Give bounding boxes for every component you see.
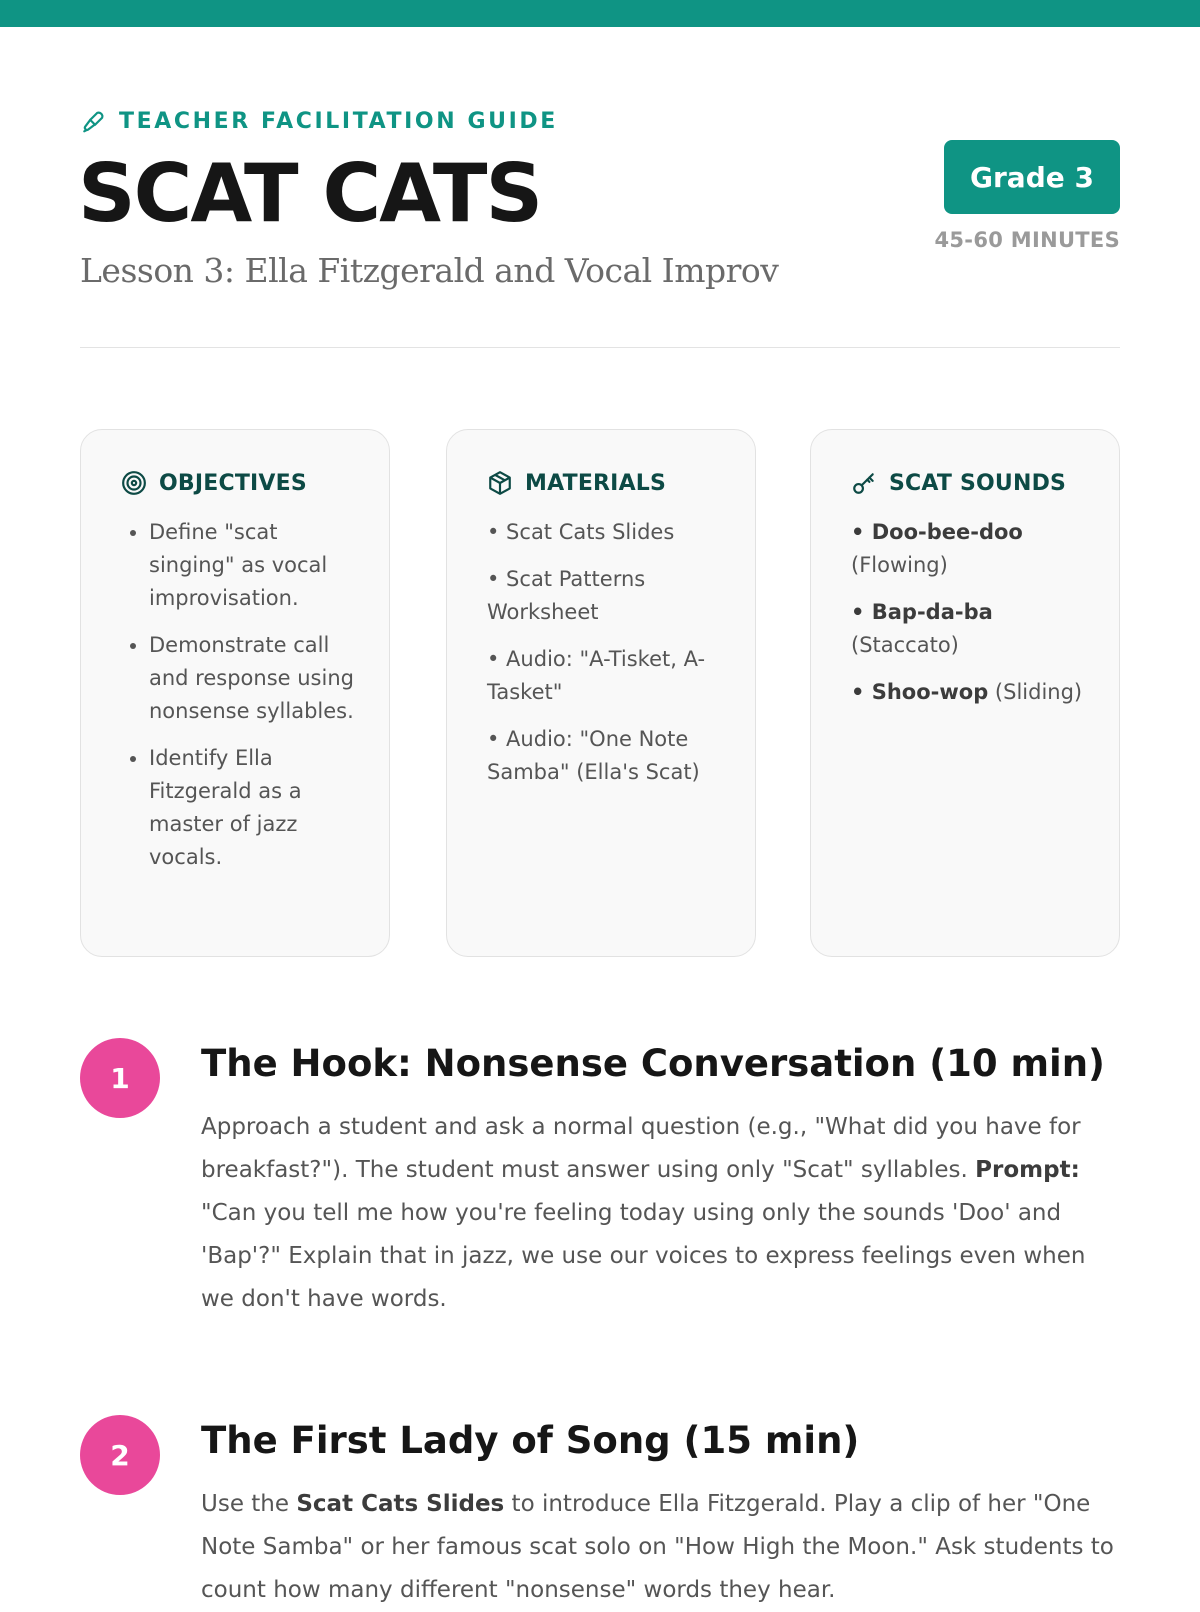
list-item [851,596,1087,662]
objectives-header [121,470,357,496]
sound-description: (Flowing) [851,553,948,577]
materials-header [487,470,723,496]
step-body-text: to introduce Ella Fitzgerald. Play a clip of her "One Note Samba" or her famous scat solo on "How High the Moon." Ask students to count how many different "nonsense" words they hear. [201,1491,1114,1603]
materials-list [487,516,723,789]
step-body-text: "Can you tell me how you're feeling today using only the sounds 'Doo' and 'Bap'?" Explain that in jazz, we use our voices to express feelings even when we don't have words. [201,1200,1086,1312]
list-item: • Demonstrate call and response using nonsense syllables. [149,629,357,728]
step-number-badge: 1 [80,1038,160,1118]
list-item: • Audio: "One Note Samba" (Ella's Scat) [487,727,700,784]
microphone-icon [81,108,107,134]
lesson-subtitle: Lesson 3: Ella Fitzgerald and Vocal Improv [80,251,779,290]
guide-label: TEACHER FACILITATION GUIDE [119,108,558,134]
step-body [201,1106,1121,1321]
list-item [851,516,1087,582]
sound-description: (Sliding) [988,680,1083,704]
step-body-text: Use the [201,1491,297,1517]
page-title: SCAT CATS [78,147,542,240]
key-icon [851,470,877,496]
list-item [851,676,1087,709]
step-body-emphasis: Scat Cats Slides [296,1491,505,1517]
duration-label: 45-60 MINUTES [934,228,1120,252]
materials-card [446,429,756,957]
scat-sounds-title: SCAT SOUNDS [889,470,1067,496]
step-title: The Hook: Nonsense Conversation (10 min) [201,1042,1105,1085]
package-icon [487,470,513,496]
scat-sounds-list [851,516,1087,709]
objectives-card [80,429,390,957]
step-number-badge: 2 [80,1415,160,1495]
sound-name: • Doo-bee-doo [851,520,1023,544]
target-icon [121,470,147,496]
step-body-emphasis: Prompt: [975,1157,1080,1183]
materials-title: MATERIALS [525,470,667,496]
list-item: • Scat Cats Slides [487,520,675,544]
step-body [201,1483,1121,1612]
step-title: The First Lady of Song (15 min) [201,1419,860,1462]
sound-name: • Shoo-wop [851,680,989,704]
list-item: • Define "scat singing" as vocal improvisation. [149,516,357,615]
sound-name: • Bap-da-ba [851,600,993,624]
objectives-list [121,516,357,874]
scat-sounds-card [810,429,1120,957]
header-divider [80,347,1120,348]
objectives-title: OBJECTIVES [159,470,307,496]
list-item: • Identify Ella Fitzgerald as a master of jazz vocals. [149,742,357,874]
list-item: • Scat Patterns Worksheet [487,567,646,624]
list-item: • Audio: "A-Tisket, A-Tasket" [487,647,706,704]
scat-sounds-header [851,470,1087,496]
sound-description: (Staccato) [851,633,959,657]
step-body-text: Approach a student and ask a normal question (e.g., "What did you have for breakfast?"). The student must answer using only "Scat" syllables. [201,1114,1081,1183]
top-accent-bar [0,0,1200,27]
grade-badge: Grade 3 [944,140,1120,214]
guide-eyebrow [81,108,558,134]
